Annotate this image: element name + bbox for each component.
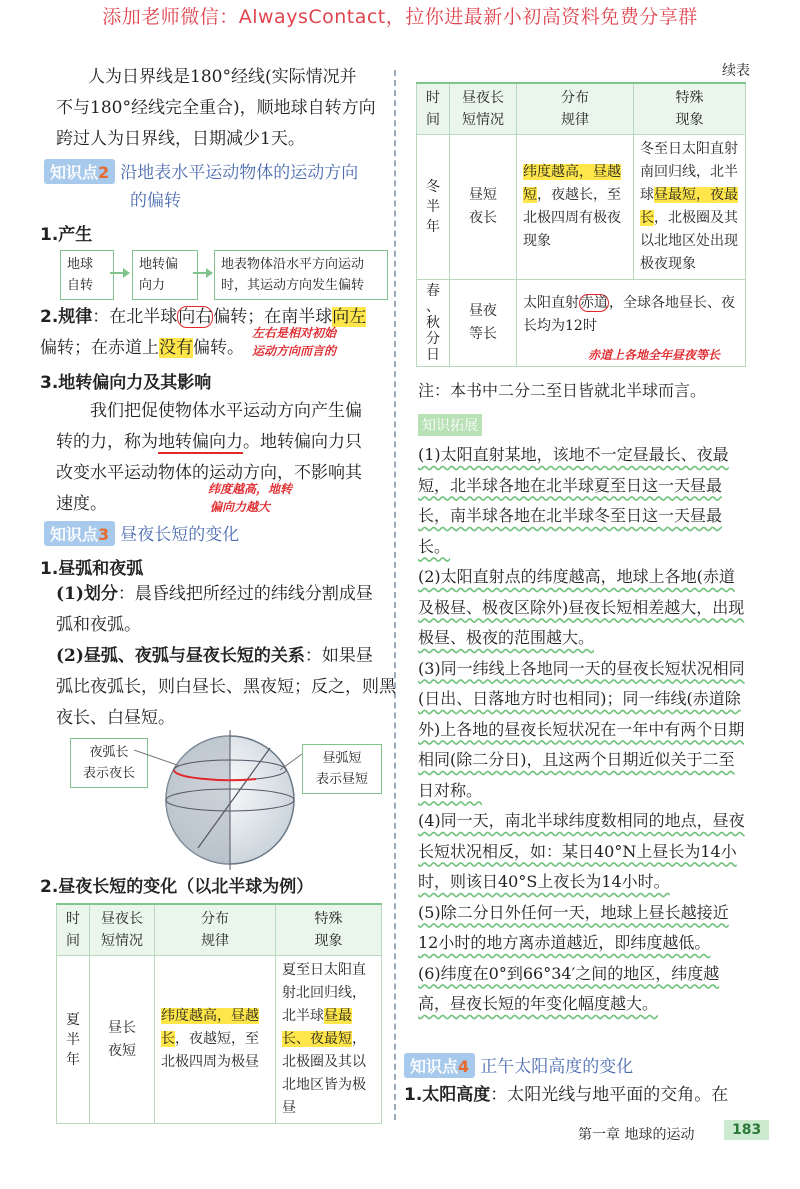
k4-badge — [404, 1053, 475, 1078]
intro-line-2: 不与180°经线完全重合)，顺地球自转方向 — [56, 98, 376, 118]
arcs-p2-text: ：如果昼 — [304, 646, 373, 666]
winter-sp-a: 冬至日太阳直射南回归线，北半球 — [640, 141, 738, 203]
k2-label: 知识点 — [50, 163, 99, 182]
th-time: 时 间 — [57, 904, 90, 956]
table-left-header — [57, 904, 382, 956]
k3-num: 3 — [98, 525, 110, 544]
rule-text-c: 偏转；在赤道上 — [40, 338, 159, 358]
arcs-p2-line1 — [56, 641, 373, 672]
cell-winter-dist — [517, 135, 634, 280]
table-right — [416, 82, 746, 367]
intro-line-1: 人为日界线是180°经线(实际情况并 — [88, 67, 357, 87]
rth-state: 昼夜长 短情况 — [450, 83, 517, 135]
winter-sp-b: ，北极圈及其以北地区处出现极夜现象 — [640, 210, 738, 272]
k3-label: 知识点 — [50, 525, 99, 544]
force-line-1: 我们把促使物体水平运动方向产生偏 — [90, 401, 362, 421]
flow-box-force: 地转偏 向力 — [132, 250, 198, 300]
rule-label: 2.规律 — [40, 307, 93, 327]
summer-sp-b: ，北极圈及其以北地区皆为极昼 — [282, 1031, 366, 1116]
footer-page-bar — [724, 1122, 800, 1138]
cell-summer-special — [276, 956, 382, 1124]
k3-title: 昼夜长短的变化 — [120, 525, 240, 545]
rule-none: 没有 — [159, 338, 193, 358]
rule-text-b: 偏转；在南半球 — [213, 307, 333, 327]
fig-label-night: 夜弧长 表示夜长 — [70, 738, 148, 788]
heading-force: 3.地转偏向力及其影响 — [40, 373, 212, 393]
rule-line-2 — [40, 333, 244, 364]
k2-title-cont: 的偏转 — [130, 191, 181, 211]
summer-sp-hl: 昼最长、夜最短 — [282, 1008, 352, 1047]
rth-dist: 分布 规律 — [517, 83, 634, 135]
watermark: 添加老师微信：AlwaysContact，拉你进最新小初高资料免费分享群 — [102, 6, 698, 28]
globe-diagram — [130, 730, 310, 870]
th-dist: 分布 规律 — [155, 904, 276, 956]
arcs-p2-label: (2)昼弧、夜弧与昼夜长短的关系 — [56, 646, 305, 666]
arcs-p1-line2: 弧和夜弧。 — [56, 615, 141, 635]
force-term: 地转偏向力 — [158, 432, 243, 452]
intro-line-3: 跨过人为日界线，日期减少1天。 — [56, 129, 305, 149]
ext-tag-wrap — [418, 414, 482, 436]
sun-height-text: ：太阳光线与地平面的交角。在 — [490, 1085, 729, 1105]
th-state: 昼夜长 短情况 — [90, 904, 155, 956]
flow-box-earth: 地球 自转 — [60, 250, 114, 300]
flow-arrow-1 — [110, 272, 128, 274]
footer-chapter: 第一章 地球的运动 — [578, 1127, 695, 1143]
heading-produce: 1.产生 — [40, 225, 93, 245]
winter-sp-hl: 昼最短，夜最长 — [640, 187, 738, 226]
rth-time: 时 间 — [417, 83, 450, 135]
section-k2 — [44, 158, 358, 184]
ext-item-3: (3)同一纬线上各地同一天的昼夜长短状况相同(日出、日落地方时也相同)；同一纬线(赤道除外)上各地的昼夜长短状况在一年中有两个日期相同(除二分日)，且这两个日期近似关于二至日对称。 — [418, 658, 745, 800]
ext-list — [418, 440, 746, 1020]
arcs-p1-line1 — [56, 579, 373, 610]
k4-num: 4 — [458, 1057, 470, 1076]
cell-summer-state: 昼长 夜短 — [90, 956, 155, 1124]
cell-winter-state: 昼短 夜长 — [450, 135, 517, 280]
page-number: 183 — [724, 1120, 769, 1140]
continued-label: 续表 — [722, 63, 750, 79]
ext-tag: 知识拓展 — [418, 414, 482, 436]
ext-item-2: (2)太阳直射点的纬度越高，地球上各地(赤道及极昼、极夜区除外)昼夜长短相差越大，出现极昼、极夜的范围越大。 — [418, 567, 745, 647]
winter-dist-hl: 纬度越高，昼越短 — [523, 164, 621, 203]
sun-height-label: 1.太阳高度 — [404, 1085, 491, 1105]
section-k3 — [44, 520, 239, 546]
rule-text-a: ：在北半球 — [92, 307, 178, 327]
arcs-p1-label: (1)划分 — [56, 584, 118, 604]
ext-item-1: (1)太阳直射某地，该地不一定昼最长、夜最短，北半球各地在北半球夏至日这一天昼最长，南半球各地在北半球冬至日这一天昼最长。 — [418, 445, 729, 556]
winter-dist-text: ，夜越长，至北极四周有极夜现象 — [523, 187, 621, 249]
annotation-3: 赤道上各地全年昼夜等长 — [588, 348, 721, 362]
annotation-2a: 纬度越高，地转 — [208, 482, 293, 496]
k2-badge — [44, 159, 115, 184]
cell-winter-special — [634, 135, 746, 280]
force-line-2 — [56, 427, 362, 458]
arcs-p2-line2: 弧比夜弧长，则白昼长、黑夜短；反之，则黑 — [56, 677, 396, 697]
table-right-header — [417, 83, 746, 135]
summer-dist-hl: 纬度越高，昼越长 — [161, 1008, 259, 1047]
cell-winter: 冬 半 年 — [417, 135, 450, 280]
force-text-a: 转的力，称为 — [56, 432, 158, 452]
k2-title: 沿地表水平运动物体的运动方向 — [120, 163, 359, 183]
summer-dist-text: ，夜越短，至北极四周为极昼 — [161, 1031, 259, 1070]
k3-badge — [44, 521, 115, 546]
cell-equinox: 春 、 秋 分 日 — [417, 280, 450, 367]
cell-summer: 夏 半 年 — [57, 956, 90, 1124]
ext-item-6: (6)纬度在0°到66°34′之间的地区，纬度越高，昼夜长短的年变化幅度越大。 — [418, 963, 720, 1013]
force-line-3: 改变水平运动物体的运动方向，不影响其 — [56, 463, 362, 483]
table-row-winter — [417, 135, 746, 280]
fig-label-day: 昼弧短 表示昼短 — [302, 744, 382, 794]
ext-item-5: (5)除二分日外任何一天，地球上昼长越接近12小时的地方离赤道越近，即纬度越低。 — [418, 902, 729, 952]
summer-sp-a: 夏至日太阳直射北回归线，北半球 — [282, 962, 366, 1024]
equinox-equator: 赤道 — [580, 294, 608, 311]
rule-text-d: 偏转。 — [193, 338, 244, 358]
equinox-text-b: ，全球各地昼长、夜长均为12时 — [523, 294, 735, 334]
rule-right: 向右 — [178, 307, 213, 327]
cell-equinox-state: 昼夜 等长 — [450, 280, 517, 367]
k4-label: 知识点 — [410, 1057, 459, 1076]
table-row-summer — [57, 956, 382, 1124]
column-divider — [394, 70, 396, 1120]
section-k4 — [404, 1052, 633, 1078]
rth-special: 特殊 现象 — [634, 83, 746, 135]
annotation-2b: 偏向力越大 — [210, 500, 271, 514]
remark: 注：本书中二分二至日皆就北半球而言。 — [418, 381, 707, 400]
table-left — [56, 903, 382, 1124]
flow-box-effect: 地表物体沿水平方向运动 时，其运动方向发生偏转 — [214, 250, 388, 300]
heading-change: 2.昼夜长短的变化（以北半球为例） — [40, 877, 314, 897]
k4-title: 正午太阳高度的变化 — [480, 1057, 634, 1077]
ext-item-4: (4)同一天，南北半球纬度数相同的地点，昼夜长短状况相反，如：某日40°N上昼长为14小时，则该日40°S上夜长为14小时。 — [418, 811, 745, 891]
flow-arrow-2 — [193, 272, 211, 274]
heading-arcs: 1.昼弧和夜弧 — [40, 559, 144, 579]
force-line-4: 速度。 — [56, 494, 107, 514]
arcs-p1-text: ：晨昏线把所经过的纬线分割成昼 — [117, 584, 373, 604]
arcs-p2-line3: 夜长、白昼短。 — [56, 708, 175, 728]
cell-summer-dist — [155, 956, 276, 1124]
rule-left: 向左 — [332, 307, 367, 327]
force-text-b: 。地转偏向力只 — [243, 432, 362, 452]
th-special: 特殊 现象 — [276, 904, 382, 956]
equinox-text-a: 太阳直射 — [523, 294, 579, 311]
annotation-1b: 运动方向而言的 — [252, 344, 337, 358]
annotation-1a: 左右是相对初始 — [252, 326, 337, 340]
sun-height-line — [404, 1080, 728, 1111]
k2-num: 2 — [98, 163, 110, 182]
